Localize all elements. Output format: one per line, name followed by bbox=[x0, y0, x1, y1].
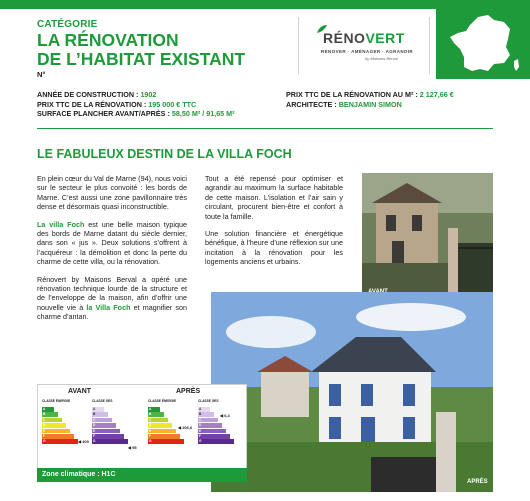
logo-name: RÉNOVERT bbox=[323, 30, 405, 46]
section-divider bbox=[37, 128, 493, 129]
after-energy-value: ◀ 206,6 bbox=[178, 425, 193, 430]
title-line-2: DE L’HABITAT EXISTANT bbox=[37, 49, 246, 69]
fact-year: ANNÉE DE CONSTRUCTION : 1902 bbox=[37, 90, 157, 99]
project-facts-left bbox=[37, 90, 235, 119]
paragraph-renovert: Rénovert by Maisons Berval a opéré une rénovation technique lourde de la structure et de l’enveloppe de la maison, afin d’offrir une nouvelle vie à la Villa Foch et magnifier son charme d’antan. bbox=[37, 274, 188, 322]
category-label: CATÉGORIE bbox=[37, 19, 98, 30]
article-column-2 bbox=[205, 174, 343, 275]
energy-before-title: AVANT bbox=[68, 388, 92, 395]
climate-zone-bar: Zone climatique : H1C bbox=[37, 468, 247, 482]
renovated-house-image bbox=[211, 292, 493, 492]
paragraph-intro: En plein cœur du Val de Marne (94), nous voici sur le secteur le plus convoité : les bords de Marne. C’est aussi une zone pavillonnaire très dense et désormais quasi inconstructible. bbox=[37, 174, 187, 212]
after-ges-value: ◀ 6,4 bbox=[220, 413, 230, 418]
top-accent-bar bbox=[0, 0, 530, 9]
before-energy-scale: A B C D E F G bbox=[42, 407, 80, 445]
old-house-image bbox=[362, 173, 493, 303]
before-ges-scale: A B C D E F G bbox=[92, 407, 130, 445]
title-line-1: LA RÉNOVATION bbox=[37, 30, 179, 50]
energy-rating-panel bbox=[37, 384, 247, 469]
issue-number-label: N° bbox=[37, 70, 46, 79]
france-map-icon bbox=[436, 9, 530, 79]
fact-surface: SURFACE PLANCHER AVANT/APRÈS : 58,50 M² / 91,65 M² bbox=[37, 109, 235, 119]
after-ges-scale: A B C D E F G bbox=[198, 407, 236, 445]
page-title bbox=[37, 31, 245, 69]
after-photo-label: APRÈS bbox=[467, 479, 488, 485]
after-ges-class-label: CLASSE GES bbox=[198, 399, 219, 403]
after-energy-class-label: CLASSE ÉNERGIE bbox=[148, 399, 177, 403]
france-map-box bbox=[436, 9, 530, 79]
paragraph-villa: La villa Foch est une belle maison typique des bords de Marne datant du siècle dernier, dans son « jus ». Deux solutions s’offrent à l’acquéreur : la démolition et donc la perte du charme de cette villa, ou la rénovation. bbox=[37, 219, 187, 267]
renovert-logo bbox=[298, 17, 430, 74]
after-photo bbox=[211, 292, 493, 492]
fact-price: PRIX TTC DE LA RÉNOVATION : 195 000 € TTC bbox=[37, 99, 197, 109]
logo-signature: by Maisons Berval bbox=[365, 56, 398, 61]
project-facts-right bbox=[286, 90, 454, 109]
energy-after-title: APRÈS bbox=[176, 388, 201, 395]
before-energy-class-label: CLASSE ÉNERGIE bbox=[42, 399, 71, 403]
logo-tagline: RÉNOVER · AMÉNAGER · AGRANDIR bbox=[321, 49, 414, 54]
before-ges-value: ◀ 95 bbox=[128, 445, 137, 450]
fact-architect: ARCHITECTE : BENJAMIN SIMON bbox=[286, 99, 402, 109]
article-headline: LE FABULEUX DESTIN DE LA VILLA FOCH bbox=[37, 147, 292, 161]
paragraph-redesign: Tout a été repensé pour optimiser et agrandir au maximum la surface habitable de cette maison. L’isolation et l’air sain y circulant, procurent bien-être et confort à toute la famille. bbox=[205, 174, 343, 221]
before-photo bbox=[362, 173, 493, 303]
before-energy-value: ◀ 409 bbox=[78, 439, 89, 444]
article-column-1 bbox=[37, 174, 187, 330]
fact-price-per-m2: PRIX TTC DE LA RÉNOVATION AU M² : 2 127,66 € bbox=[286, 90, 454, 99]
after-energy-scale: A B C D E F G bbox=[148, 407, 186, 445]
before-ges-class-label: CLASSE GES bbox=[92, 399, 113, 403]
paragraph-solution: Une solution financière et énergétique bénéfique, à l’heure d’une réflexion sur une incitation à la rénovation pour les logements anciens et urbains. bbox=[205, 229, 343, 267]
